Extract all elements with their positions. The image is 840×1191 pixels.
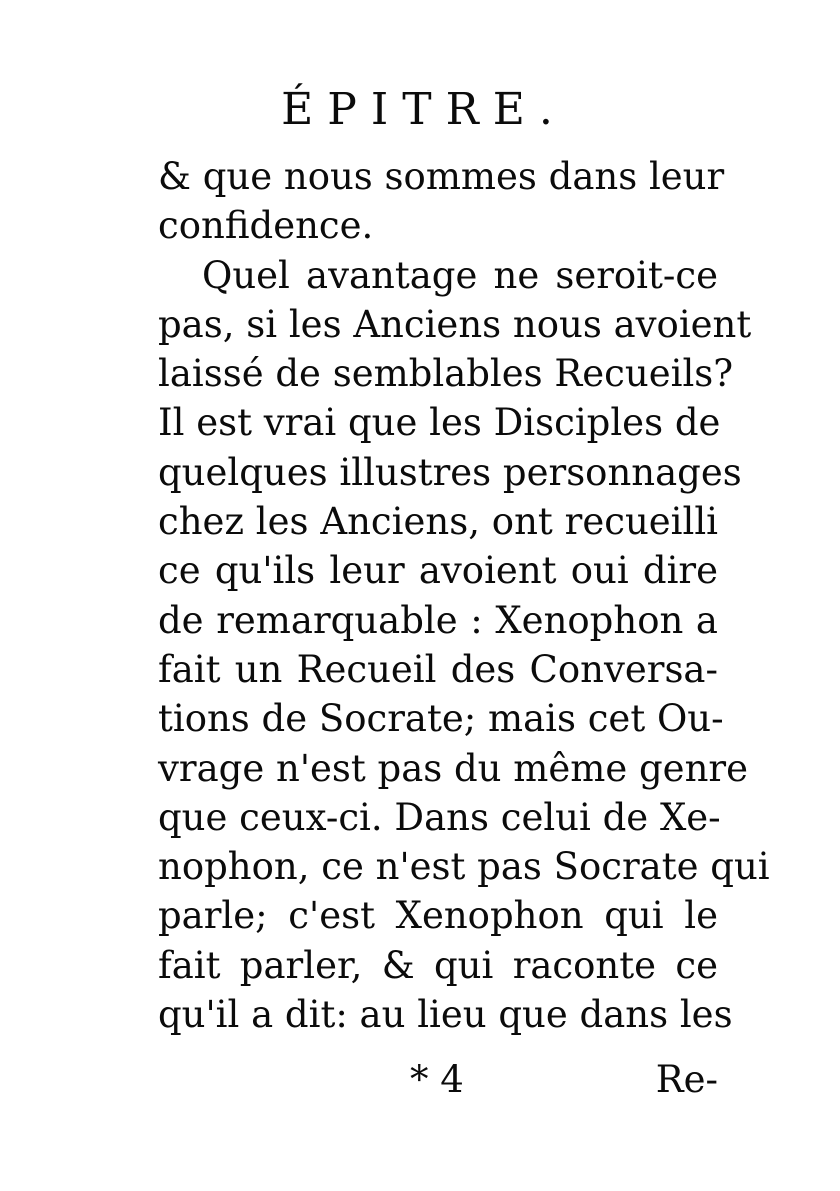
text-line: vrage n'est pas du même genre [158,746,748,790]
text-line: ce qu'ils leur avoient oui dire [158,549,718,593]
text-line: & que nous sommes dans leur [158,155,725,198]
text-line: nophon, ce n'est pas Socrate qui [158,845,770,889]
catchword: Re- [655,1058,718,1101]
text-line: qu'il a dit: au lieu que dans les [158,993,733,1037]
body-text [158,152,770,1039]
text-line: de remarquable : Xenophon a [158,598,718,642]
text-line: confidence. [158,204,374,248]
page-footer [158,1052,718,1108]
text-line: pas, si les Anciens nous avoient [158,302,752,346]
text-line: fait un Recueil des Conversa- [158,647,718,691]
text-line: fait parler, & qui raconte ce [158,943,718,987]
text-line: chez les Anciens, ont recueilli [158,500,718,544]
text-line: parle; c'est Xenophon qui le [158,894,718,938]
text-line: tions de Socrate; mais cet Ou- [158,697,724,741]
text-line: Quel avantage ne seroit-ce [202,253,718,297]
running-header: ÉPITRE. [281,84,567,135]
text-line: que ceux-ci. Dans celui de Xe- [158,795,721,839]
signature-mark: * 4 [410,1058,464,1101]
text-line: laissé de semblables Recueils? [158,352,734,396]
text-line: Il est vrai que les Disciples de [158,401,721,445]
text-line: quelques illustres personnages [158,450,742,494]
